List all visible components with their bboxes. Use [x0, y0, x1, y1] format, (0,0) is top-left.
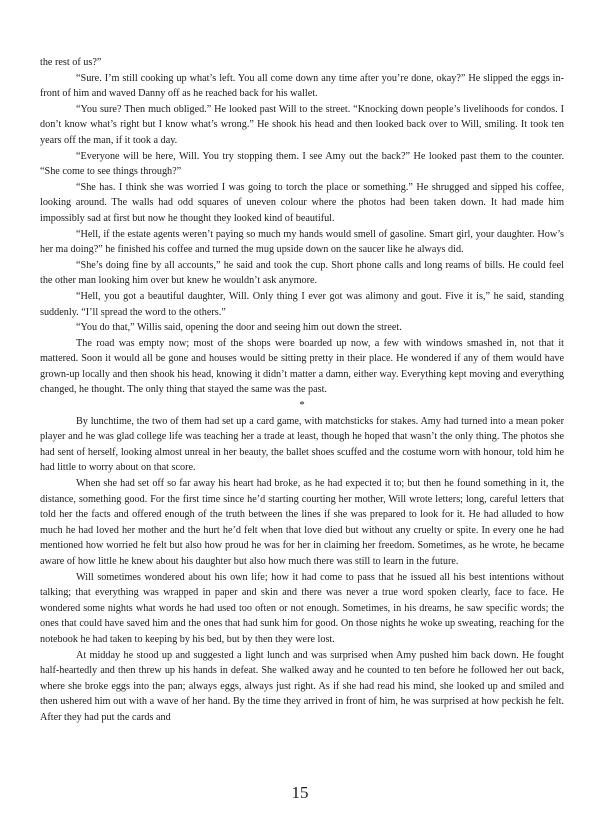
- paragraph: “You sure? Then much obliged.” He looked past Will to the street. “Knocking down people’s livelihoods for condos. I don’t know what’s right but I know what’s wrong.” He shook his head and then looked back over to Will, smiling. It took ten years off the man, if it took a day.: [40, 103, 564, 146]
- paragraph: “You do that,” Willis said, opening the door and seeing him out down the street.: [76, 322, 402, 334]
- paragraph: Will sometimes wondered about his own life; how it had come to pass that he issued all his best intentions without talking; that everything was wrapped in paper and skin and there was never a true word spoken clearly, face to face. He wondered some nights what words he had used too often or not enough. Sometimes, in his dreams, he saw specific words; the ones that could have saved him and the ones that had sunk him for good. On those nights he woke up sweating, reaching for the notebook he had taken to keeping by his bed, but by then they were lost.: [40, 571, 564, 645]
- paragraph: the rest of us?”: [40, 57, 102, 68]
- paragraph: At midday he stood up and suggested a light lunch and was surprised when Amy pushed him back down. He fought half-heartedly and then threw up his hands in defeat. She walked away and he counted to ten before he followed her out back, where she broke eggs into the pan; always eggs, always just right. As if she had read his mind, she looked up and smiled and then ushered him out with a wave of her hand. By the time they arrived in front of him, he was surprised at how peckish he felt. After they had put the cards and: [40, 649, 564, 723]
- page-number: 15: [291, 783, 309, 802]
- body-text: [40, 55, 564, 726]
- paragraph: The road was empty now; most of the shops were boarded up now, a few with windows smashed in, not that it mattered. Soon it would all be gone and houses would be sitting pretty in their place. He wondered if any of them would have grown-up locally and then shook his head, knowing it didn’t matter a damn, either way. Everything kept moving and everything changed, he thought. The only thing that stayed the same was the past.: [40, 337, 564, 396]
- paragraph: “Hell, you got a beautiful daughter, Will. Only thing I ever got was alimony and gout. Five it is,” he said, standing suddenly. “I’ll spread the word to the others.”: [40, 290, 564, 318]
- paragraph: “Everyone will be here, Will. You try stopping them. I see Amy out the back?” He looked past them to the counter. “She come to see things through?”: [40, 150, 564, 178]
- paragraph: “She has. I think she was worried I was going to torch the place or something.” He shrugged and sipped his coffee, looking around. The walls had odd squares of uneven colour where the photos had been taken down. It had made him impossibly sad at first but now he thought they looked kind of beautiful.: [40, 181, 564, 224]
- paragraph: “She’s doing fine by all accounts,” he said and took the cup. Short phone calls and long reams of bills. He could feel the other man looking him over but knew he wouldn’t ask anymore.: [40, 259, 564, 287]
- section-separator: *: [299, 399, 305, 412]
- paragraph: “Hell, if the estate agents weren’t paying so much my hands would smell of gasoline. Smart girl, your daughter. How’s her ma doing?” he finished his coffee and turned the mug upside down on the saucer like he always did.: [40, 228, 564, 256]
- paragraph: “Sure. I’m still cooking up what’s left. You all come down any time after you’re done, okay?” He slipped the eggs in-front of him and waved Danny off as he reached back for his wallet.: [40, 72, 564, 100]
- paragraph: By lunchtime, the two of them had set up a card game, with matchsticks for stakes. Amy had turned into a mean poker player and he was glad college life was teaching her a trade at least, though he hoped that wasn’t the only thing. The photos she had sent of herself, looking almost unreal in her beauty, the ballet shoes scuffed and the costume worn with honour, told him he had little to worry about on that score.: [40, 415, 564, 474]
- paragraph: When she had set off so far away his heart had broke, as he had expected it to; but then he found something in it, the distance, something good. For the first time since he’d starting courting her mother, Will wrote letters; long, careful letters that told her the facts and offered enough of the truth between the lines if she was prepared to look for it. He had alluded to how much he had loved her mother and the hurt he’d felt when that love died but without any cruelty or spite. In every one he had mentioned how worried he felt but also how proud he was for her in claiming her freedom. Sometimes, as he wrote, he became aware of how little he knew about his daughter but also how much there was still to learn in the future.: [40, 478, 564, 567]
